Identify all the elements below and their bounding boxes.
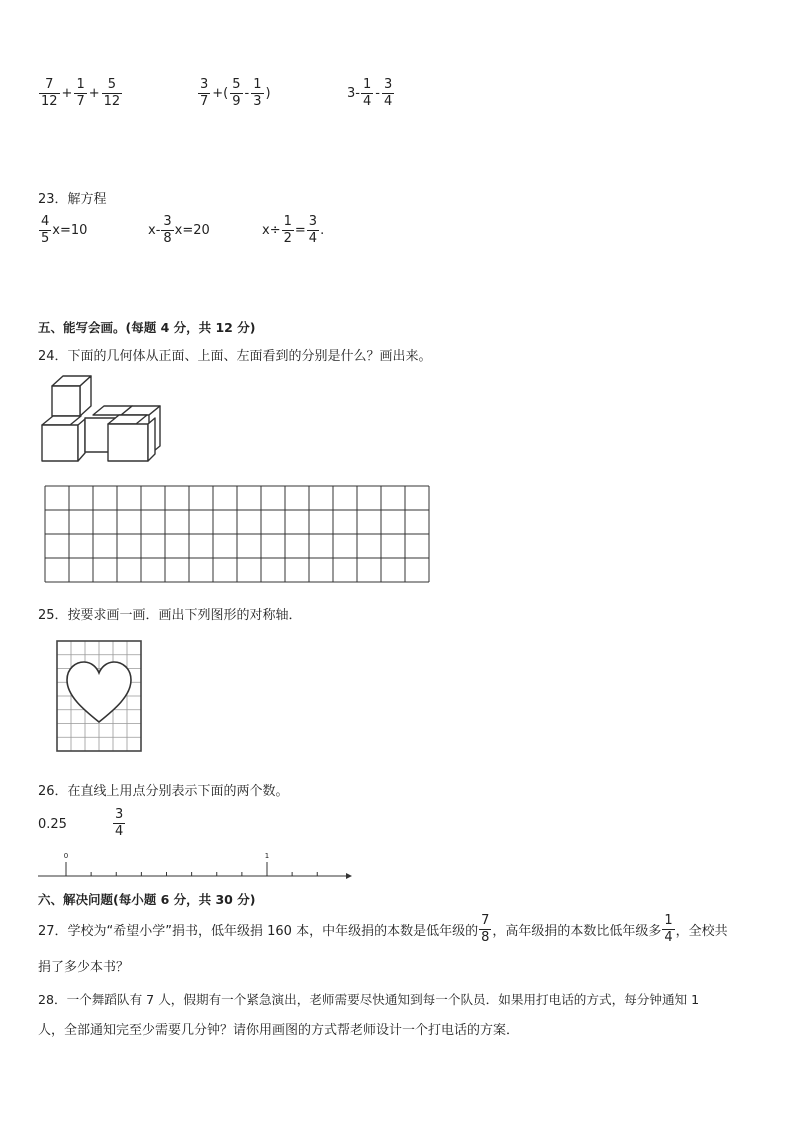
denominator: 12 (41, 93, 58, 109)
fraction (361, 78, 373, 108)
denominator: 7 (200, 93, 209, 109)
tick-label-0: 0 (63, 852, 69, 860)
equation-2 (148, 215, 210, 245)
period: . (320, 222, 325, 238)
operator: + (88, 85, 100, 101)
number-line[interactable] (36, 848, 354, 882)
heart-grid-figure (56, 640, 144, 754)
question-27-line-1 (38, 914, 728, 944)
question-24-text: 24．下面的几何体从正面、上面、左面看到的分别是什么？画出来。 (38, 349, 432, 364)
numerator: 3 (200, 77, 209, 92)
fraction (479, 914, 491, 944)
numerator: 3 (163, 214, 172, 229)
fraction (382, 78, 394, 108)
numerator: 4 (41, 214, 50, 229)
drawing-grid[interactable] (44, 485, 432, 583)
operator: - (244, 85, 250, 101)
question-27-line-2: 捐了多少本书？ (38, 960, 130, 975)
tick-label-1: 1 (264, 852, 270, 860)
denominator: 8 (481, 929, 490, 945)
numerator: 3 (308, 214, 318, 229)
calc-expression-2 (197, 78, 272, 108)
question-27-text-c: ，全校共 (675, 923, 728, 939)
operator: - (375, 85, 380, 101)
fraction (307, 215, 319, 245)
fraction (251, 78, 263, 108)
numerator: 1 (283, 214, 292, 229)
numerator: 1 (76, 77, 85, 92)
equation-lead: x÷ (262, 222, 281, 238)
denominator: 12 (103, 93, 121, 109)
question-28-line-2: 人，全部通知完至少需要几分钟？请你用画图的方式帮老师设计一个打电话的方案． (38, 1023, 520, 1038)
question-25-text: 25．按要求画一画．画出下列图形的对称轴． (38, 608, 302, 623)
denominator: 2 (283, 230, 292, 246)
fraction (282, 215, 294, 245)
section-6-heading: 六、解决问题(每小题 6 分，共 30 分) (38, 892, 256, 907)
operator: +( (212, 85, 229, 101)
denominator: 3 (253, 93, 262, 109)
equation-rest: x=10 (52, 222, 88, 238)
numerator: 5 (107, 77, 117, 92)
denominator: 4 (362, 93, 372, 109)
section-5-heading: 五、能写会画。(每题 4 分，共 12 分) (38, 320, 256, 335)
cube-figure (38, 370, 166, 466)
denominator: 8 (163, 230, 172, 246)
numerator: 7 (481, 913, 490, 928)
operator: ) (265, 85, 271, 101)
operator: + (61, 85, 73, 101)
question-27-text-a: 27．学校为“希望小学”捐书，低年级捐 160 本，中年级捐的本数是低年级的 (38, 923, 479, 939)
denominator: 4 (664, 929, 673, 945)
numerator: 3 (383, 77, 393, 92)
numerator: 1 (362, 77, 372, 92)
equation-rest: x=20 (174, 222, 210, 238)
calc-expression-3 (347, 78, 395, 108)
denominator: 4 (308, 230, 318, 246)
fraction (161, 215, 173, 245)
fraction (662, 914, 674, 944)
question-27-text-b: ，高年级捐的本数比低年级多 (492, 923, 662, 939)
fraction (39, 215, 51, 245)
numerator: 3 (115, 807, 124, 822)
equation-1 (38, 215, 87, 245)
number-fraction (112, 808, 126, 838)
numerator: 7 (45, 77, 54, 92)
denominator: 4 (383, 93, 393, 109)
fraction (230, 78, 242, 108)
equation-3 (262, 215, 324, 245)
equals-sign: = (294, 222, 306, 238)
question-28-line-1: 28．一个舞蹈队有 7 人，假期有一个紧急演出，老师需要尽快通知到每一个队员．如果用打电话的方式，每分钟通知 1 (38, 992, 700, 1007)
numerator: 1 (664, 913, 673, 928)
question-23-title: 23．解方程 (38, 192, 107, 207)
question-26-text: 26．在直线上用点分别表示下面的两个数。 (38, 784, 289, 799)
fraction (102, 78, 123, 108)
denominator: 4 (115, 823, 124, 839)
fraction (113, 808, 125, 838)
calc-expression-1 (38, 78, 123, 108)
denominator: 5 (41, 230, 50, 246)
equation-lead: x- (148, 222, 161, 238)
number-decimal: 0.25 (38, 817, 67, 832)
fraction (39, 78, 60, 108)
numerator: 1 (253, 77, 262, 92)
denominator: 9 (232, 93, 241, 109)
fraction (74, 78, 86, 108)
fraction (198, 78, 210, 108)
numerator: 5 (232, 77, 241, 92)
denominator: 7 (76, 93, 85, 109)
expression-lead: 3- (347, 85, 360, 101)
